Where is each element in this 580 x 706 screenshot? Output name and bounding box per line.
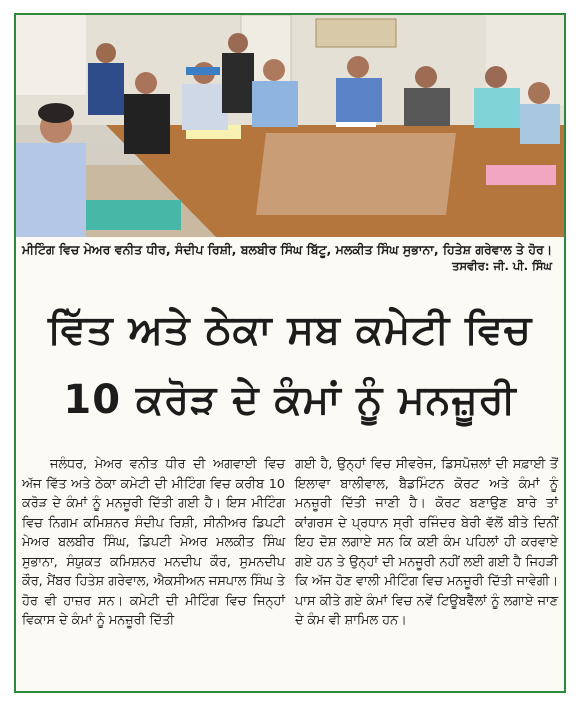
headline-line-2: 10 ਕਰੋੜ ਦੇ ਕੰਮਾਂ ਨੂੰ ਮਨਜ਼ੂਰੀ xyxy=(63,377,517,423)
headline-line-1: ਵਿੱਤ ਅਤੇ ਠੇਕਾ ਸਬ ਕਮੇਟੀ ਵਿਚ xyxy=(48,307,532,353)
article-paragraph-2: ਗਈ ਹੈ, ਉਨ੍ਹਾਂ ਵਿਚ ਸੀਵਰੇਜ, ਡਿਸਪੋਜ਼ਲਾਂ ਦੀ ਸਫ਼ਾਈ ਤੋਂ ਇਲਾਵਾ ਬਾਲੀਵਾਲ, ਬੈਡਮਿੰਟਨ ਕੋਰਟ ਅਤੇ ਕੰਮਾਂ ਨੂੰ ਮਨਜ਼ੂਰੀ ਦਿੱਤੀ ਜਾਣੀ ਹੈ। ਕੋਰਟ ਬਣਾਉਣ ਬਾਰੇ ਤਾਂ ਕਾਂਗਰਸ ਦੇ ਪ੍ਰਧਾਨ ਸ੍ਰੀ ਰਜਿੰਦਰ ਬੇਰੀ ਵੱਲੋਂ ਬੀਤੇ ਦਿਨੀਂ ਇਹ ਦੋਸ਼ ਲਗਾਏ ਸਨ ਕਿ ਕਈ ਕੰਮ ਪਹਿਲਾਂ ਹੀ ਕਰਵਾਏ ਗਏ ਹਨ ਤੇ ਉਨ੍ਹਾਂ ਦੀ ਮਨਜ਼ੂਰੀ ਨਹੀਂ ਲਈ ਗਈ ਹੈ ਜਿਹੜੀ ਕਿ ਅੱਜ ਹੋਣ ਵਾਲੀ ਮੀਟਿੰਗ ਵਿਚ ਮਨਜ਼ੂਰੀ ਦਿੱਤੀ ਜਾਵੇਗੀ। ਪਾਸ ਕੀਤੇ ਗਏ ਕੰਮਾਂ ਵਿਚ ਨਵੇਂ ਟਿਊਬਵੈੱਲਾਂ ਨੂੰ ਲਗਾਏ ਜਾਣ ਦੇ ਕੰਮ ਵੀ ਸ਼ਾਮਿਲ ਹਨ। xyxy=(295,457,558,628)
meeting-photo xyxy=(16,15,564,237)
news-clipping xyxy=(14,13,566,693)
caption-text: ਮੀਟਿੰਗ ਵਿਚ ਮੇਅਰ ਵਨੀਤ ਧੀਰ, ਸੰਦੀਪ ਰਿਸ਼ੀ, ਬਲਬੀਰ ਸਿੰਘ ਬਿੱਟੂ, ਮਲਕੀਤ ਸਿੰਘ ਸੁਭਾਨਾ, ਹਿਤੇਸ਼ ਗਰੇਵਾਲ ਤੇ ਹੋਰ। xyxy=(22,242,553,257)
meeting-photo-illustration xyxy=(16,15,564,237)
article-body xyxy=(22,455,558,631)
photo-caption xyxy=(22,241,558,273)
article-paragraph-1: ਜਲੰਧਰ, ਮੇਅਰ ਵਨੀਤ ਧੀਰ ਦੀ ਅਗਵਾਈ ਵਿਚ ਅੱਜ ਵਿੱਤ ਅਤੇ ਠੇਕਾ ਕਮੇਟੀ ਦੀ ਮੀਟਿੰਗ ਵਿਚ ਕਰੀਬ 10 ਕਰੋੜ ਦੇ ਕੰਮਾਂ ਨੂੰ ਮਨਜ਼ੂਰੀ ਦਿੱਤੀ ਗਈ ਹੈ। ਇਸ ਮੀਟਿੰਗ ਵਿਚ ਨਿਗਮ ਕਮਿਸ਼ਨਰ ਸੰਦੀਪ ਰਿਸ਼ੀ, ਸੀਨੀਅਰ ਡਿਪਟੀ ਮੇਅਰ ਬਲਬੀਰ ਸਿੰਘ, ਡਿਪਟੀ ਮੇਅਰ ਮਲਕੀਤ ਸਿੰਘ ਸੁਭਾਨਾ, ਸੰਯੁਕਤ ਕਮਿਸ਼ਨਰ ਮਨਦੀਪ ਕੌਰ, ਸੁਮਨਦੀਪ ਕੌਰ, ਮੈਂਬਰ ਹਿਤੇਸ਼ ਗਰੇਵਾਲ, ਐਕਸੀਅਨ ਜਸਪਾਲ ਸਿੰਘ ਤੇ ਹੋਰ ਵੀ ਹਾਜ਼ਰ ਸਨ। ਕਮੇਟੀ ਦੀ ਮੀਟਿੰਗ ਵਿਚ ਜਿਨ੍ਹਾਂ ਵਿਕਾਸ ਦੇ ਕੰਮਾਂ ਨੂੰ ਮਨਜ਼ੂਰੀ ਦਿੱਤੀ xyxy=(22,457,285,628)
article-column-2 xyxy=(295,455,558,631)
photo-credit: ਤਸਵੀਰ: ਜੀ. ਪੀ. ਸਿੰਘ xyxy=(452,259,552,273)
article-column-1 xyxy=(22,455,285,631)
